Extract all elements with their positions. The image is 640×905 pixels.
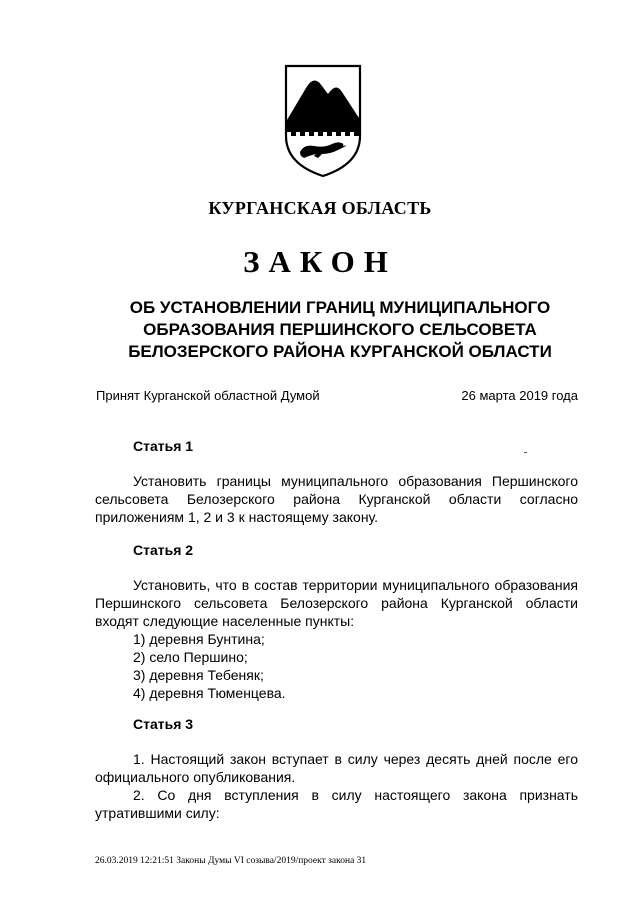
adopted-by: Принят Курганской областной Думой: [96, 388, 320, 403]
article-2-heading: Статья 2: [133, 542, 194, 558]
document-type-heading: ЗАКОН: [243, 244, 397, 279]
article-3-paragraph-1: 1. Настоящий закон вступает в силу через десять дней после его официального опубликования.: [95, 751, 578, 785]
list-item: 1) деревня Бунтина;: [133, 631, 265, 647]
adoption-date: 26 марта 2019 года: [461, 388, 578, 403]
list-item: 3) деревня Тебеняк;: [133, 667, 264, 683]
law-title-line: БЕЛОЗЕРСКОГО РАЙОНА КУРГАНСКОЙ ОБЛАСТИ: [128, 342, 552, 361]
article-3-heading: Статья 3: [133, 716, 194, 732]
list-item: 4) деревня Тюменцева.: [133, 685, 286, 701]
article-1-heading: Статья 1: [133, 438, 194, 454]
law-title-line: ОБ УСТАНОВЛЕНИИ ГРАНИЦ МУНИЦИПАЛЬНОГО: [129, 298, 551, 317]
law-title: [80, 297, 600, 363]
article-3-paragraph-2: 2. Со дня вступления в силу настоящего закона признать утратившими силу:: [95, 787, 578, 821]
region-name: КУРГАНСКАЯ ОБЛАСТЬ: [208, 198, 432, 218]
scan-speck: [524, 452, 527, 453]
coat-of-arms-emblem: [284, 64, 362, 178]
list-item: 2) село Першино;: [133, 649, 248, 665]
article-2-text: Установить, что в состав территории муниципального образования Першинского сельсовета Белозерского района Курганской области входят следующие населенные пункты:: [95, 577, 578, 629]
document-footer: 26.03.2019 12:21:51 Законы Думы VI созыва/2019/проект закона 31: [95, 856, 367, 866]
article-1-text: Установить границы муниципального образования Першинского сельсовета Белозерского района Курганской области согласно приложениям 1, 2 и 3 к настоящему закону.: [95, 473, 578, 525]
law-title-line: ОБРАЗОВАНИЯ ПЕРШИНСКОГО СЕЛЬСОВЕТА: [143, 320, 537, 339]
